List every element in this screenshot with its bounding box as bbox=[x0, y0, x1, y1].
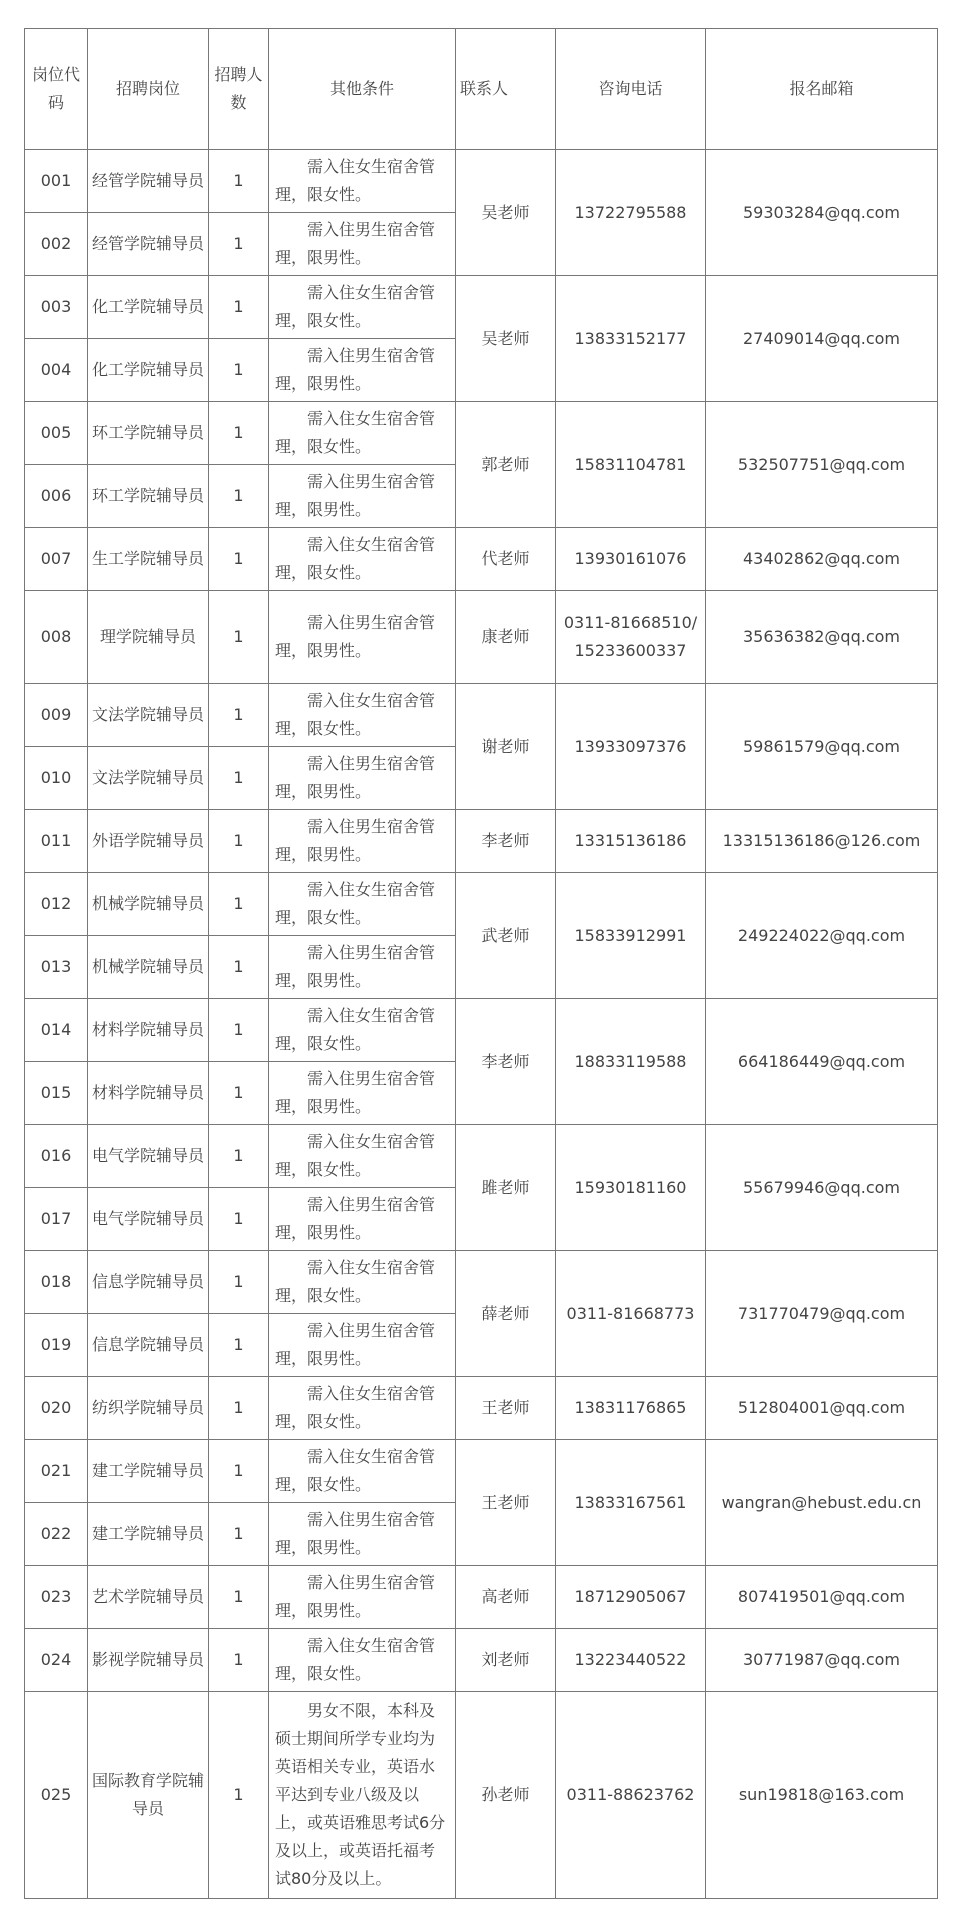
cell-count: 1 bbox=[209, 528, 269, 591]
cell-conditions: 需入住男生宿舍管理，限男性。 bbox=[269, 747, 456, 810]
cell-email: 43402862@qq.com bbox=[706, 528, 938, 591]
cell-contact: 代老师 bbox=[456, 528, 556, 591]
cell-position: 外语学院辅导员 bbox=[88, 810, 209, 873]
cell-count: 1 bbox=[209, 1692, 269, 1899]
cell-count: 1 bbox=[209, 1503, 269, 1566]
table-row bbox=[25, 528, 938, 591]
cell-count: 1 bbox=[209, 873, 269, 936]
cell-position: 文法学院辅导员 bbox=[88, 684, 209, 747]
table-row bbox=[25, 1629, 938, 1692]
cell-contact: 吴老师 bbox=[456, 276, 556, 402]
cell-position: 信息学院辅导员 bbox=[88, 1251, 209, 1314]
cell-position: 建工学院辅导员 bbox=[88, 1440, 209, 1503]
cell-count: 1 bbox=[209, 213, 269, 276]
cell-phone: 13722795588 bbox=[556, 150, 706, 276]
cell-code: 020 bbox=[25, 1377, 88, 1440]
cell-contact: 康老师 bbox=[456, 591, 556, 684]
cell-phone: 13930161076 bbox=[556, 528, 706, 591]
cell-code: 005 bbox=[25, 402, 88, 465]
cell-phone: 13223440522 bbox=[556, 1629, 706, 1692]
cell-contact: 高老师 bbox=[456, 1566, 556, 1629]
header-contact: 联系人 bbox=[456, 29, 556, 150]
table-row bbox=[25, 402, 938, 465]
cell-count: 1 bbox=[209, 465, 269, 528]
cell-email: 731770479@qq.com bbox=[706, 1251, 938, 1377]
cell-code: 021 bbox=[25, 1440, 88, 1503]
cell-count: 1 bbox=[209, 1566, 269, 1629]
cell-conditions: 需入住男生宿舍管理，限男性。 bbox=[269, 810, 456, 873]
cell-count: 1 bbox=[209, 591, 269, 684]
cell-position: 纺织学院辅导员 bbox=[88, 1377, 209, 1440]
cell-phone: 15930181160 bbox=[556, 1125, 706, 1251]
cell-code: 007 bbox=[25, 528, 88, 591]
cell-count: 1 bbox=[209, 747, 269, 810]
cell-conditions: 需入住男生宿舍管理，限男性。 bbox=[269, 1566, 456, 1629]
cell-position: 建工学院辅导员 bbox=[88, 1503, 209, 1566]
table-row bbox=[25, 684, 938, 747]
cell-position: 化工学院辅导员 bbox=[88, 276, 209, 339]
cell-count: 1 bbox=[209, 150, 269, 213]
cell-conditions: 需入住女生宿舍管理，限女性。 bbox=[269, 999, 456, 1062]
cell-contact: 吴老师 bbox=[456, 150, 556, 276]
cell-conditions: 需入住女生宿舍管理，限女性。 bbox=[269, 1125, 456, 1188]
cell-conditions: 需入住女生宿舍管理，限女性。 bbox=[269, 684, 456, 747]
cell-email: 59861579@qq.com bbox=[706, 684, 938, 810]
cell-position: 国际教育学院辅导员 bbox=[88, 1692, 209, 1899]
cell-contact: 李老师 bbox=[456, 810, 556, 873]
cell-conditions: 需入住女生宿舍管理，限女性。 bbox=[269, 150, 456, 213]
cell-count: 1 bbox=[209, 339, 269, 402]
cell-code: 003 bbox=[25, 276, 88, 339]
cell-code: 014 bbox=[25, 999, 88, 1062]
cell-position: 化工学院辅导员 bbox=[88, 339, 209, 402]
cell-contact: 孙老师 bbox=[456, 1692, 556, 1899]
cell-contact: 郭老师 bbox=[456, 402, 556, 528]
cell-phone: 15831104781 bbox=[556, 402, 706, 528]
cell-code: 017 bbox=[25, 1188, 88, 1251]
cell-position: 文法学院辅导员 bbox=[88, 747, 209, 810]
cell-email: 249224022@qq.com bbox=[706, 873, 938, 999]
cell-email: 59303284@qq.com bbox=[706, 150, 938, 276]
cell-email: 807419501@qq.com bbox=[706, 1566, 938, 1629]
cell-contact: 王老师 bbox=[456, 1440, 556, 1566]
cell-code: 019 bbox=[25, 1314, 88, 1377]
cell-conditions: 需入住女生宿舍管理，限女性。 bbox=[269, 1629, 456, 1692]
cell-position: 影视学院辅导员 bbox=[88, 1629, 209, 1692]
cell-contact: 王老师 bbox=[456, 1377, 556, 1440]
cell-email: 13315136186@126.com bbox=[706, 810, 938, 873]
table-row bbox=[25, 999, 938, 1062]
cell-count: 1 bbox=[209, 1125, 269, 1188]
cell-phone: 18712905067 bbox=[556, 1566, 706, 1629]
cell-position: 理学院辅导员 bbox=[88, 591, 209, 684]
cell-code: 008 bbox=[25, 591, 88, 684]
cell-phone: 15833912991 bbox=[556, 873, 706, 999]
header-email: 报名邮箱 bbox=[706, 29, 938, 150]
cell-count: 1 bbox=[209, 1314, 269, 1377]
cell-code: 024 bbox=[25, 1629, 88, 1692]
cell-phone: 0311-88623762 bbox=[556, 1692, 706, 1899]
cell-count: 1 bbox=[209, 810, 269, 873]
cell-count: 1 bbox=[209, 1377, 269, 1440]
cell-conditions: 需入住女生宿舍管理，限女性。 bbox=[269, 1377, 456, 1440]
table-row bbox=[25, 1377, 938, 1440]
cell-email: 55679946@qq.com bbox=[706, 1125, 938, 1251]
cell-phone: 0311-81668510/15233600337 bbox=[556, 591, 706, 684]
cell-code: 006 bbox=[25, 465, 88, 528]
cell-count: 1 bbox=[209, 1251, 269, 1314]
cell-position: 生工学院辅导员 bbox=[88, 528, 209, 591]
cell-count: 1 bbox=[209, 1188, 269, 1251]
cell-count: 1 bbox=[209, 276, 269, 339]
recruitment-table bbox=[24, 28, 938, 1899]
cell-count: 1 bbox=[209, 999, 269, 1062]
cell-phone: 13831176865 bbox=[556, 1377, 706, 1440]
cell-code: 009 bbox=[25, 684, 88, 747]
cell-phone: 13833152177 bbox=[556, 276, 706, 402]
cell-count: 1 bbox=[209, 684, 269, 747]
table-row bbox=[25, 591, 938, 684]
header-phone: 咨询电话 bbox=[556, 29, 706, 150]
cell-code: 022 bbox=[25, 1503, 88, 1566]
cell-email: 664186449@qq.com bbox=[706, 999, 938, 1125]
header-row bbox=[25, 29, 938, 150]
cell-phone: 0311-81668773 bbox=[556, 1251, 706, 1377]
cell-conditions: 需入住女生宿舍管理，限女性。 bbox=[269, 276, 456, 339]
cell-contact: 武老师 bbox=[456, 873, 556, 999]
cell-phone: 13315136186 bbox=[556, 810, 706, 873]
cell-contact: 刘老师 bbox=[456, 1629, 556, 1692]
cell-conditions: 需入住女生宿舍管理，限女性。 bbox=[269, 402, 456, 465]
cell-email: 30771987@qq.com bbox=[706, 1629, 938, 1692]
cell-conditions: 需入住男生宿舍管理，限男性。 bbox=[269, 213, 456, 276]
cell-position: 电气学院辅导员 bbox=[88, 1125, 209, 1188]
cell-position: 机械学院辅导员 bbox=[88, 936, 209, 999]
cell-conditions: 需入住女生宿舍管理，限女性。 bbox=[269, 528, 456, 591]
cell-conditions: 需入住男生宿舍管理，限男性。 bbox=[269, 1062, 456, 1125]
table-row bbox=[25, 150, 938, 213]
table-row bbox=[25, 276, 938, 339]
header-count: 招聘人数 bbox=[209, 29, 269, 150]
cell-contact: 李老师 bbox=[456, 999, 556, 1125]
cell-conditions: 需入住男生宿舍管理，限男性。 bbox=[269, 936, 456, 999]
table-row bbox=[25, 810, 938, 873]
table-row bbox=[25, 1251, 938, 1314]
cell-code: 012 bbox=[25, 873, 88, 936]
cell-count: 1 bbox=[209, 1629, 269, 1692]
cell-code: 011 bbox=[25, 810, 88, 873]
cell-position: 电气学院辅导员 bbox=[88, 1188, 209, 1251]
cell-code: 018 bbox=[25, 1251, 88, 1314]
cell-code: 002 bbox=[25, 213, 88, 276]
cell-conditions: 需入住男生宿舍管理，限男性。 bbox=[269, 1314, 456, 1377]
cell-conditions: 需入住男生宿舍管理，限男性。 bbox=[269, 1188, 456, 1251]
header-position: 招聘岗位 bbox=[88, 29, 209, 150]
cell-contact: 雎老师 bbox=[456, 1125, 556, 1251]
cell-position: 经管学院辅导员 bbox=[88, 213, 209, 276]
cell-email: 27409014@qq.com bbox=[706, 276, 938, 402]
cell-code: 016 bbox=[25, 1125, 88, 1188]
cell-code: 025 bbox=[25, 1692, 88, 1899]
cell-count: 1 bbox=[209, 936, 269, 999]
table-row bbox=[25, 1125, 938, 1188]
cell-code: 010 bbox=[25, 747, 88, 810]
cell-conditions: 男女不限，本科及硕士期间所学专业均为英语相关专业，英语水平达到专业八级及以上，或英语雅思考试6分及以上，或英语托福考试80分及以上。 bbox=[269, 1692, 456, 1899]
header-code: 岗位代码 bbox=[25, 29, 88, 150]
cell-code: 001 bbox=[25, 150, 88, 213]
cell-count: 1 bbox=[209, 1440, 269, 1503]
cell-position: 机械学院辅导员 bbox=[88, 873, 209, 936]
table-row bbox=[25, 1566, 938, 1629]
header-conditions: 其他条件 bbox=[269, 29, 456, 150]
cell-conditions: 需入住女生宿舍管理，限女性。 bbox=[269, 1251, 456, 1314]
cell-position: 环工学院辅导员 bbox=[88, 402, 209, 465]
cell-email: 532507751@qq.com bbox=[706, 402, 938, 528]
cell-conditions: 需入住女生宿舍管理，限女性。 bbox=[269, 873, 456, 936]
cell-conditions: 需入住男生宿舍管理，限男性。 bbox=[269, 591, 456, 684]
cell-conditions: 需入住女生宿舍管理，限女性。 bbox=[269, 1440, 456, 1503]
cell-phone: 18833119588 bbox=[556, 999, 706, 1125]
table-row bbox=[25, 1440, 938, 1503]
cell-count: 1 bbox=[209, 1062, 269, 1125]
cell-email: sun19818@163.com bbox=[706, 1692, 938, 1899]
cell-phone: 13933097376 bbox=[556, 684, 706, 810]
cell-contact: 谢老师 bbox=[456, 684, 556, 810]
cell-position: 信息学院辅导员 bbox=[88, 1314, 209, 1377]
cell-conditions: 需入住男生宿舍管理，限男性。 bbox=[269, 465, 456, 528]
cell-position: 艺术学院辅导员 bbox=[88, 1566, 209, 1629]
cell-position: 材料学院辅导员 bbox=[88, 999, 209, 1062]
cell-position: 经管学院辅导员 bbox=[88, 150, 209, 213]
cell-conditions: 需入住男生宿舍管理，限男性。 bbox=[269, 339, 456, 402]
cell-email: 512804001@qq.com bbox=[706, 1377, 938, 1440]
cell-code: 023 bbox=[25, 1566, 88, 1629]
cell-count: 1 bbox=[209, 402, 269, 465]
cell-code: 015 bbox=[25, 1062, 88, 1125]
table-row bbox=[25, 873, 938, 936]
cell-email: wangran@hebust.edu.cn bbox=[706, 1440, 938, 1566]
cell-conditions: 需入住男生宿舍管理，限男性。 bbox=[269, 1503, 456, 1566]
cell-code: 004 bbox=[25, 339, 88, 402]
table-row bbox=[25, 1692, 938, 1899]
cell-phone: 13833167561 bbox=[556, 1440, 706, 1566]
cell-code: 013 bbox=[25, 936, 88, 999]
cell-email: 35636382@qq.com bbox=[706, 591, 938, 684]
cell-position: 材料学院辅导员 bbox=[88, 1062, 209, 1125]
cell-position: 环工学院辅导员 bbox=[88, 465, 209, 528]
cell-contact: 薛老师 bbox=[456, 1251, 556, 1377]
